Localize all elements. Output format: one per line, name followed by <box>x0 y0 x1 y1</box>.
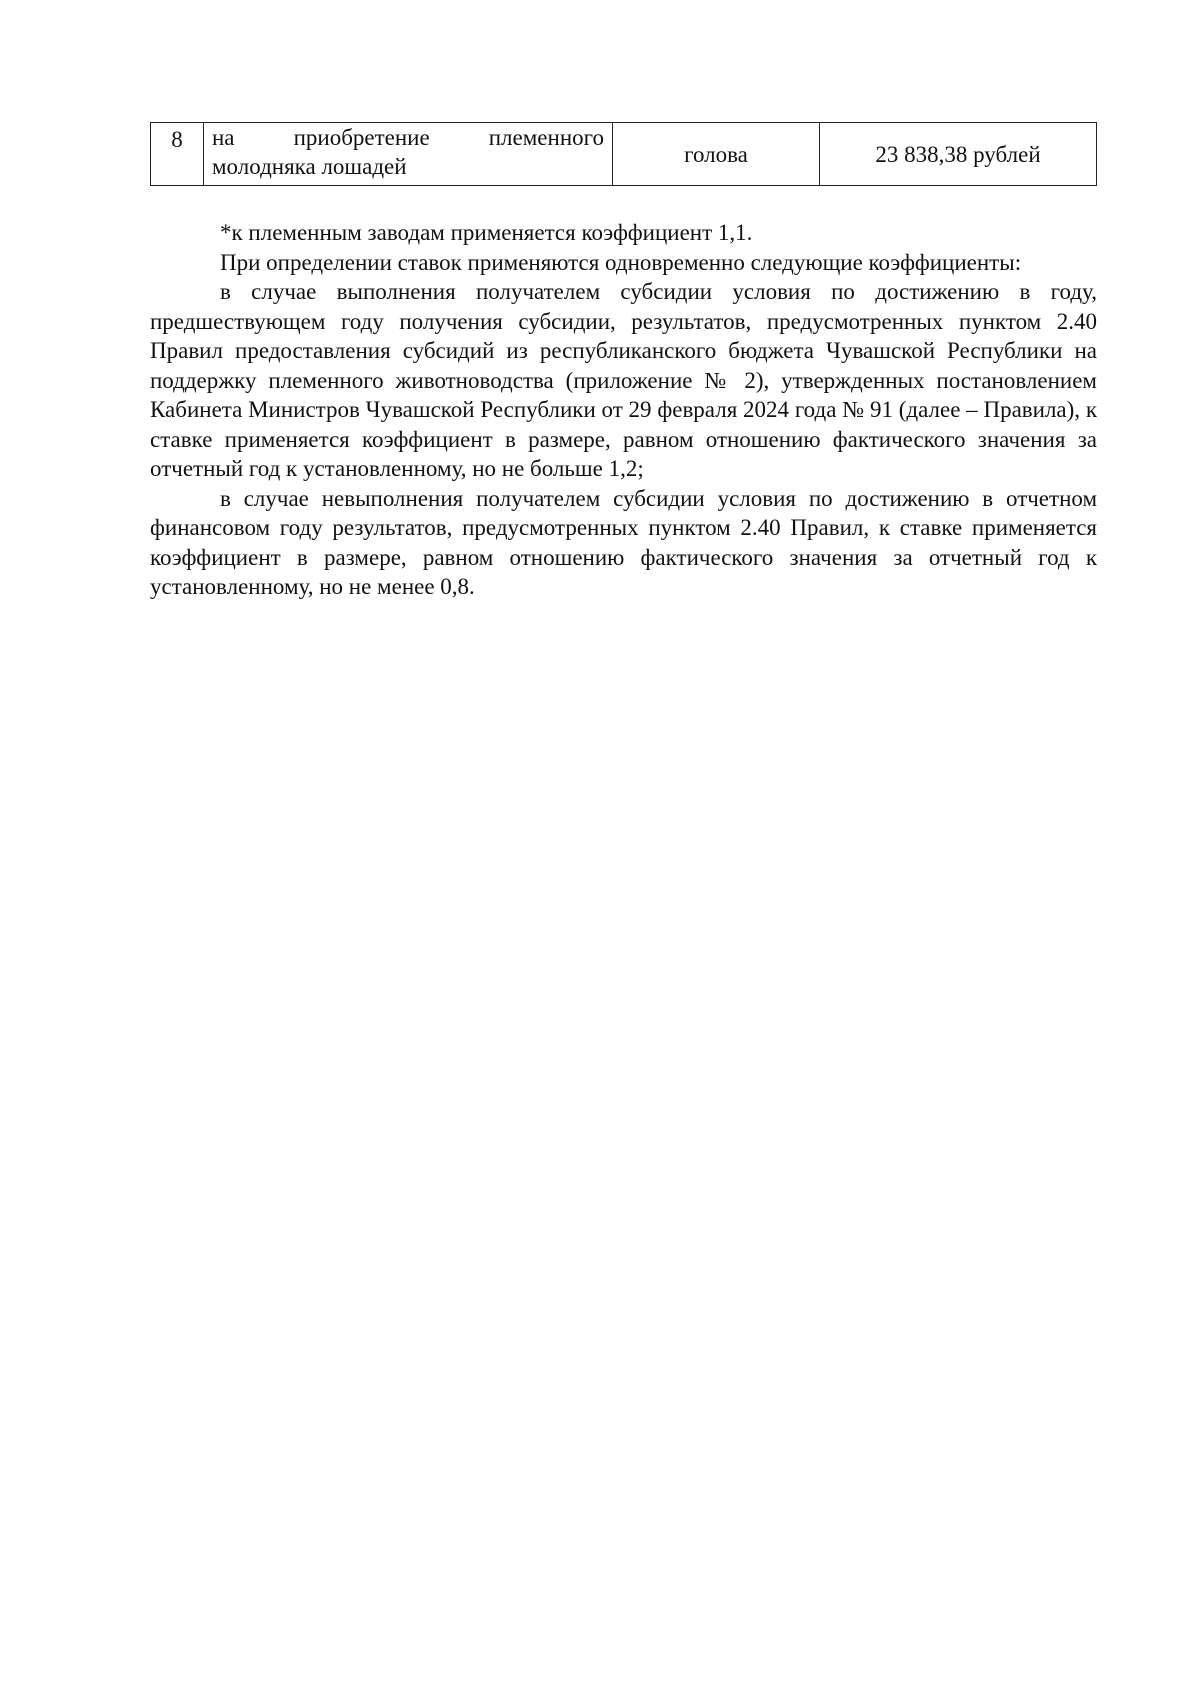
paragraph-coefficients: При определении ставок применяются одновременно следующие коэффициенты: <box>220 249 1022 275</box>
rates-table <box>150 122 1097 186</box>
row-name-word: на <box>212 125 235 150</box>
paragraph-not-fulfilled: в случае невыполнения получателем субсидии условия по достижению в отчетном финансовом году результатов, предусмотренных пунктом 2.40 Правил, к ставке применяется коэффициент в размере, равном отношению фактического значения за отчетный год к установленному, но не менее 0,8. <box>150 485 1097 599</box>
row-number: 8 <box>151 123 204 186</box>
row-name-line1 <box>212 123 604 152</box>
row-name-line2: молодняка лошадей <box>212 154 407 179</box>
row-name <box>204 123 613 186</box>
table-row <box>151 123 1097 186</box>
row-name-word: приобретение <box>293 125 430 150</box>
row-unit: голова <box>613 123 820 186</box>
document-body <box>150 218 1097 602</box>
row-name-word: племенного <box>488 125 604 150</box>
footnote: *к племенным заводам применяется коэффициент 1,1. <box>220 220 753 245</box>
paragraph-fulfilled: в случае выполнения получателем субсидии условия по достижению в году, предшествующем году получения субсидии, результатов, предусмотренных пунктом 2.40 Правил предоставления субсидий из республиканского бюджета Чувашской Республики на поддержку племенного животноводства (приложение № 2), утвержденных постановлением Кабинета Министров Чувашской Республики от 29 февраля 2024 года № 91 (далее – Правила), к ставке применяется коэффициент в размере, равном отношению фактического значения за отчетный год к установленному, но не больше 1,2; <box>150 279 1097 481</box>
row-rate: 23 838,38 рублей <box>820 123 1097 186</box>
